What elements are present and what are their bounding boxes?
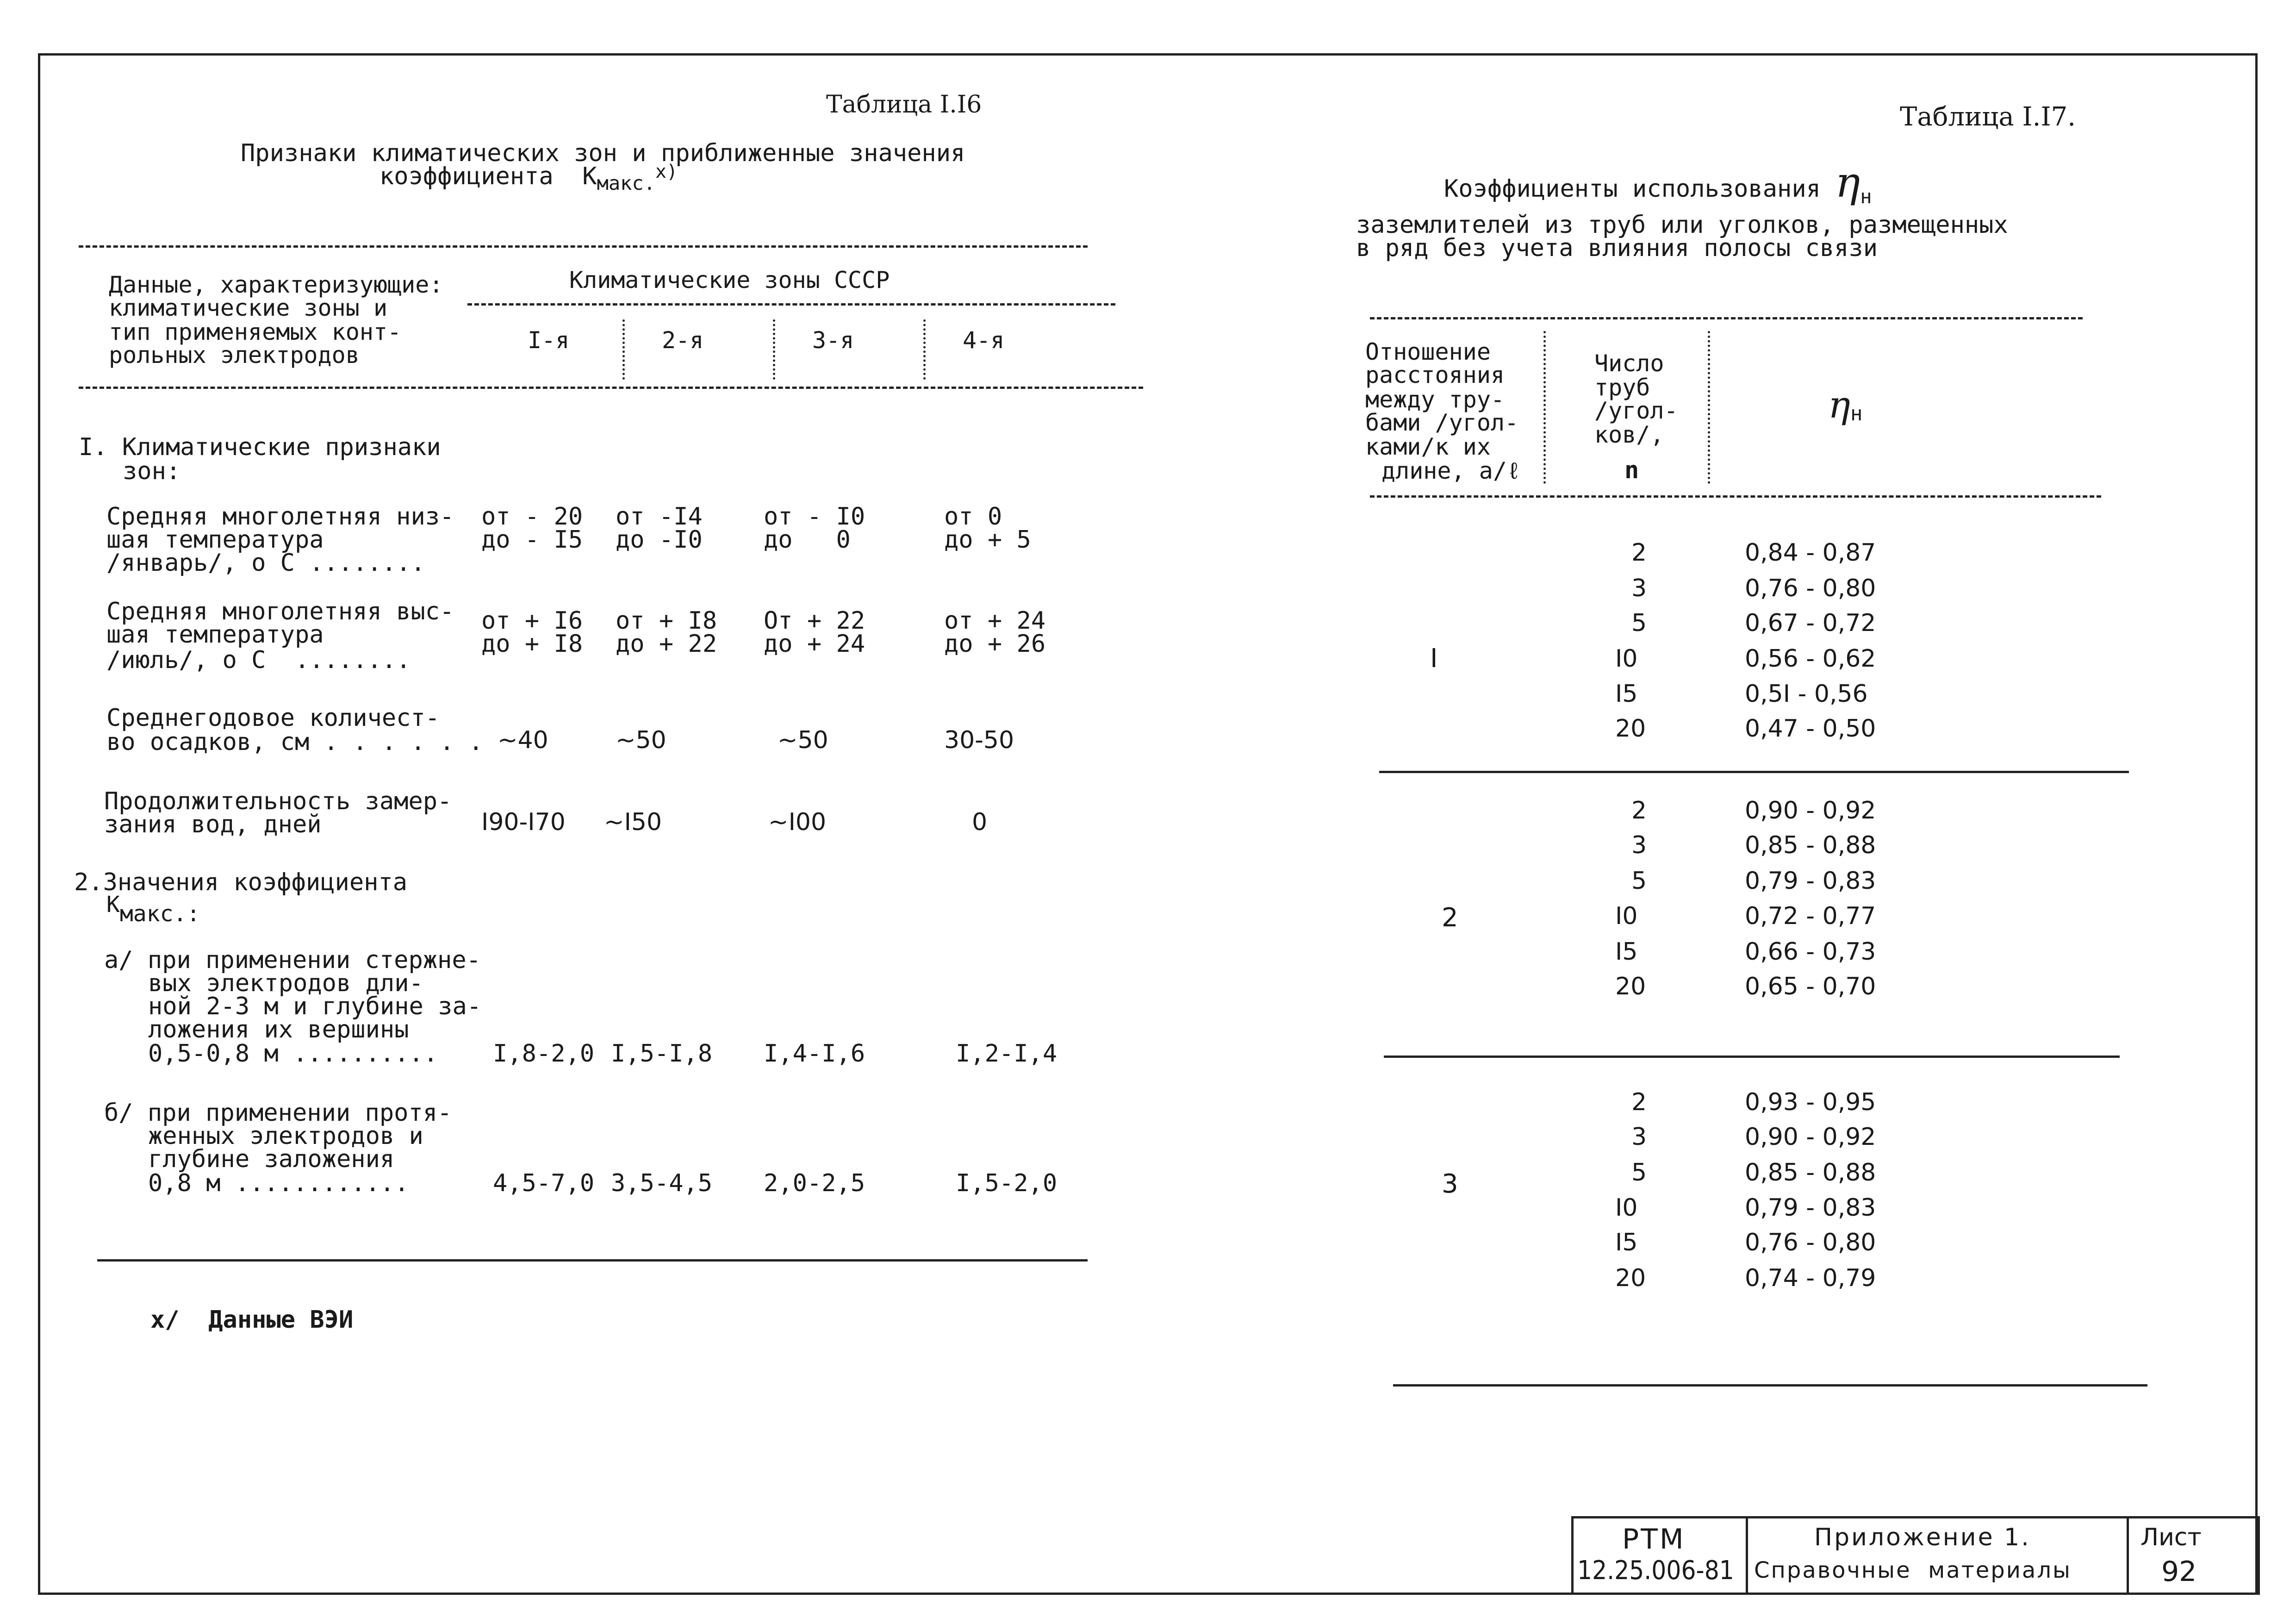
sheet-label: Лист	[2140, 1524, 2202, 1551]
eta-symbol: η	[1835, 158, 1860, 207]
table17-top-rule	[1370, 317, 2083, 319]
zone-1-header: I-я	[528, 327, 570, 354]
zone-4-header: 4-я	[963, 327, 1005, 354]
appendix-title: Приложение 1.	[1814, 1524, 2031, 1551]
sheet-number: 92	[2161, 1555, 2197, 1588]
table16-group-rule	[467, 303, 1115, 306]
zone-divider	[622, 319, 625, 380]
zone-3-header: 3-я	[812, 327, 854, 354]
zone-2-header: 2-я	[662, 327, 704, 354]
table16-number: Таблица I.I6	[826, 91, 982, 119]
table16-title-line1: Признаки климатических зон и приближенные значения	[241, 139, 965, 167]
group-rule	[1379, 771, 2129, 773]
section2-k: Kмакс.:	[106, 892, 200, 927]
table17-head-col3: ηн	[1828, 383, 1863, 426]
group-rule	[1384, 1056, 2120, 1058]
table17-bottom-rule	[1393, 1384, 2147, 1387]
title-block-divider	[2127, 1518, 2129, 1593]
table17-title-line2: заземлителей из труб или уголков, размещенных	[1356, 211, 2008, 239]
table16-head-group: Климатические зоны СССР	[569, 267, 890, 294]
table16-head-rule	[79, 387, 1143, 389]
zone-divider	[923, 319, 926, 380]
zone-divider	[773, 319, 775, 380]
title-block-divider	[1746, 1518, 1748, 1593]
document-code: РТМ	[1622, 1523, 1686, 1555]
section1-title: I. Климатические признаки	[79, 433, 441, 461]
section2-title: 2.Значения коэффициента	[74, 868, 408, 896]
table16-top-rule	[79, 245, 1088, 248]
table16-title-line2: коэффициента $K_{макс.}^{x)}$	[380, 161, 678, 194]
table16-footnote: x/ Данные ВЭИ	[150, 1306, 354, 1334]
table17-title-line1: Коэффициенты использования $\eta_н$	[1444, 158, 1872, 208]
ratio-value: 3	[1442, 1169, 1458, 1199]
section1-title-cont: зон:	[123, 457, 181, 485]
table17-number: Таблица I.I7.	[1900, 102, 2076, 132]
ratio-value: 2	[1442, 903, 1458, 933]
ratio-value: I	[1430, 643, 1438, 674]
document-code-number: 12.25.006-81	[1577, 1555, 1734, 1586]
table17-title-line3: в ряд без учета влияния полосы связи	[1356, 234, 1878, 262]
table17-head-rule	[1370, 495, 2101, 498]
column-divider	[1708, 331, 1710, 484]
appendix-subtitle: Справочные материалы	[1754, 1557, 2072, 1583]
title-block	[1571, 1516, 2260, 1595]
table16-bottom-rule	[97, 1259, 1088, 1262]
column-divider	[1543, 331, 1546, 484]
